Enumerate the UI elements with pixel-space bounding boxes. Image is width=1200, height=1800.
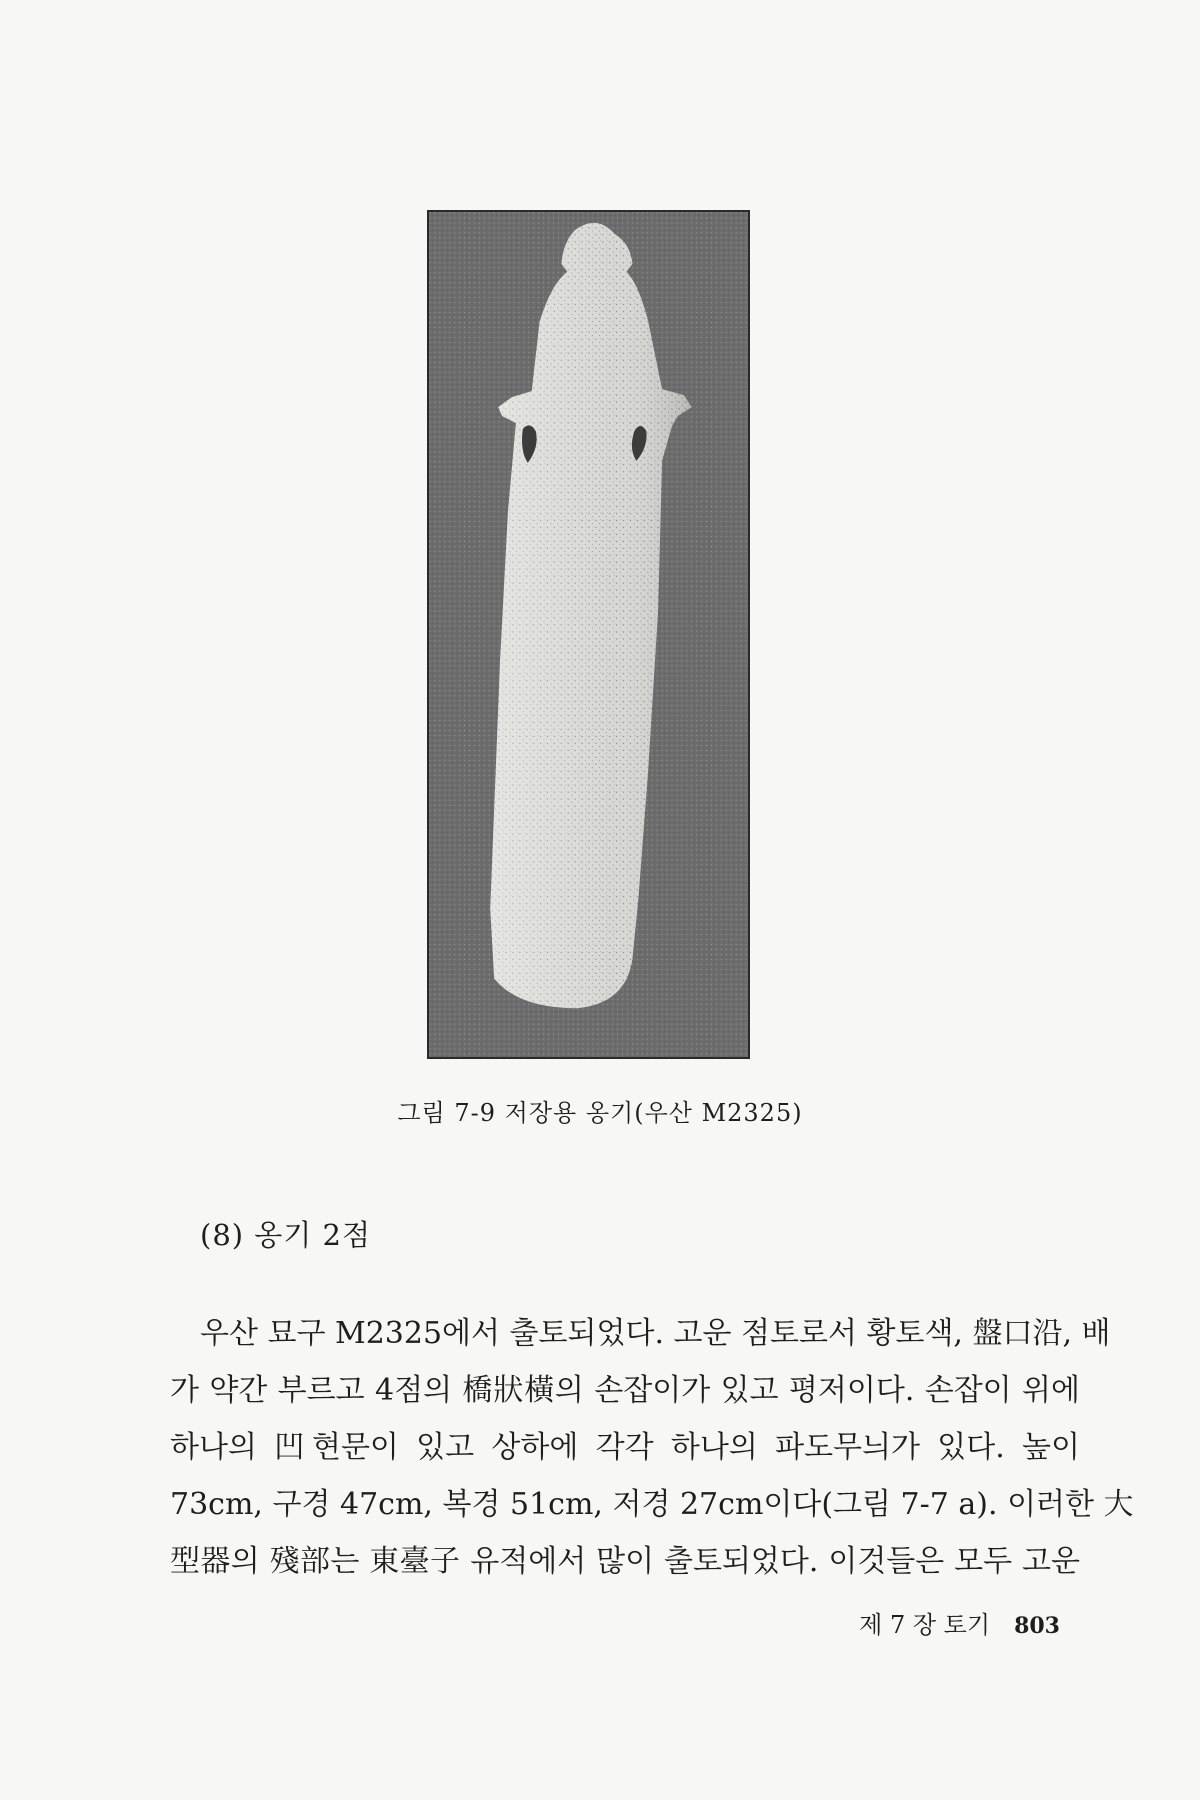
body-line: 73cm, 구경 47cm, 복경 51cm, 저경 27cm이다(그림 7-7 a). 이러한 大 <box>170 1487 1134 1522</box>
page-number: 803 <box>1014 1613 1060 1639</box>
storage-jar-image <box>429 212 748 1057</box>
jar-photograph <box>427 210 750 1059</box>
body-paragraph <box>170 1305 1134 1590</box>
page-footer <box>859 1605 1060 1640</box>
body-line: 우산 묘구 M2325에서 출토되었다. 고운 점토로서 황토색, 盤口沿, 배 <box>200 1316 1111 1351</box>
body-line: 가 약간 부르고 4점의 橋狀橫의 손잡이가 있고 평저이다. 손잡이 위에 <box>170 1373 1080 1408</box>
section-heading: (8) 옹기 2점 <box>200 1218 372 1252</box>
body-line: 하나의 凹현문이 있고 상하에 각각 하나의 파도무늬가 있다. 높이 <box>170 1430 1080 1465</box>
body-line: 型器의 殘部는 東臺子 유적에서 많이 출토되었다. 이것들은 모두 고운 <box>170 1544 1080 1579</box>
chapter-title: 제 7 장 토기 <box>859 1611 991 1639</box>
figure-caption: 그림 7-9 저장용 옹기(우산 M2325) <box>397 1099 803 1127</box>
